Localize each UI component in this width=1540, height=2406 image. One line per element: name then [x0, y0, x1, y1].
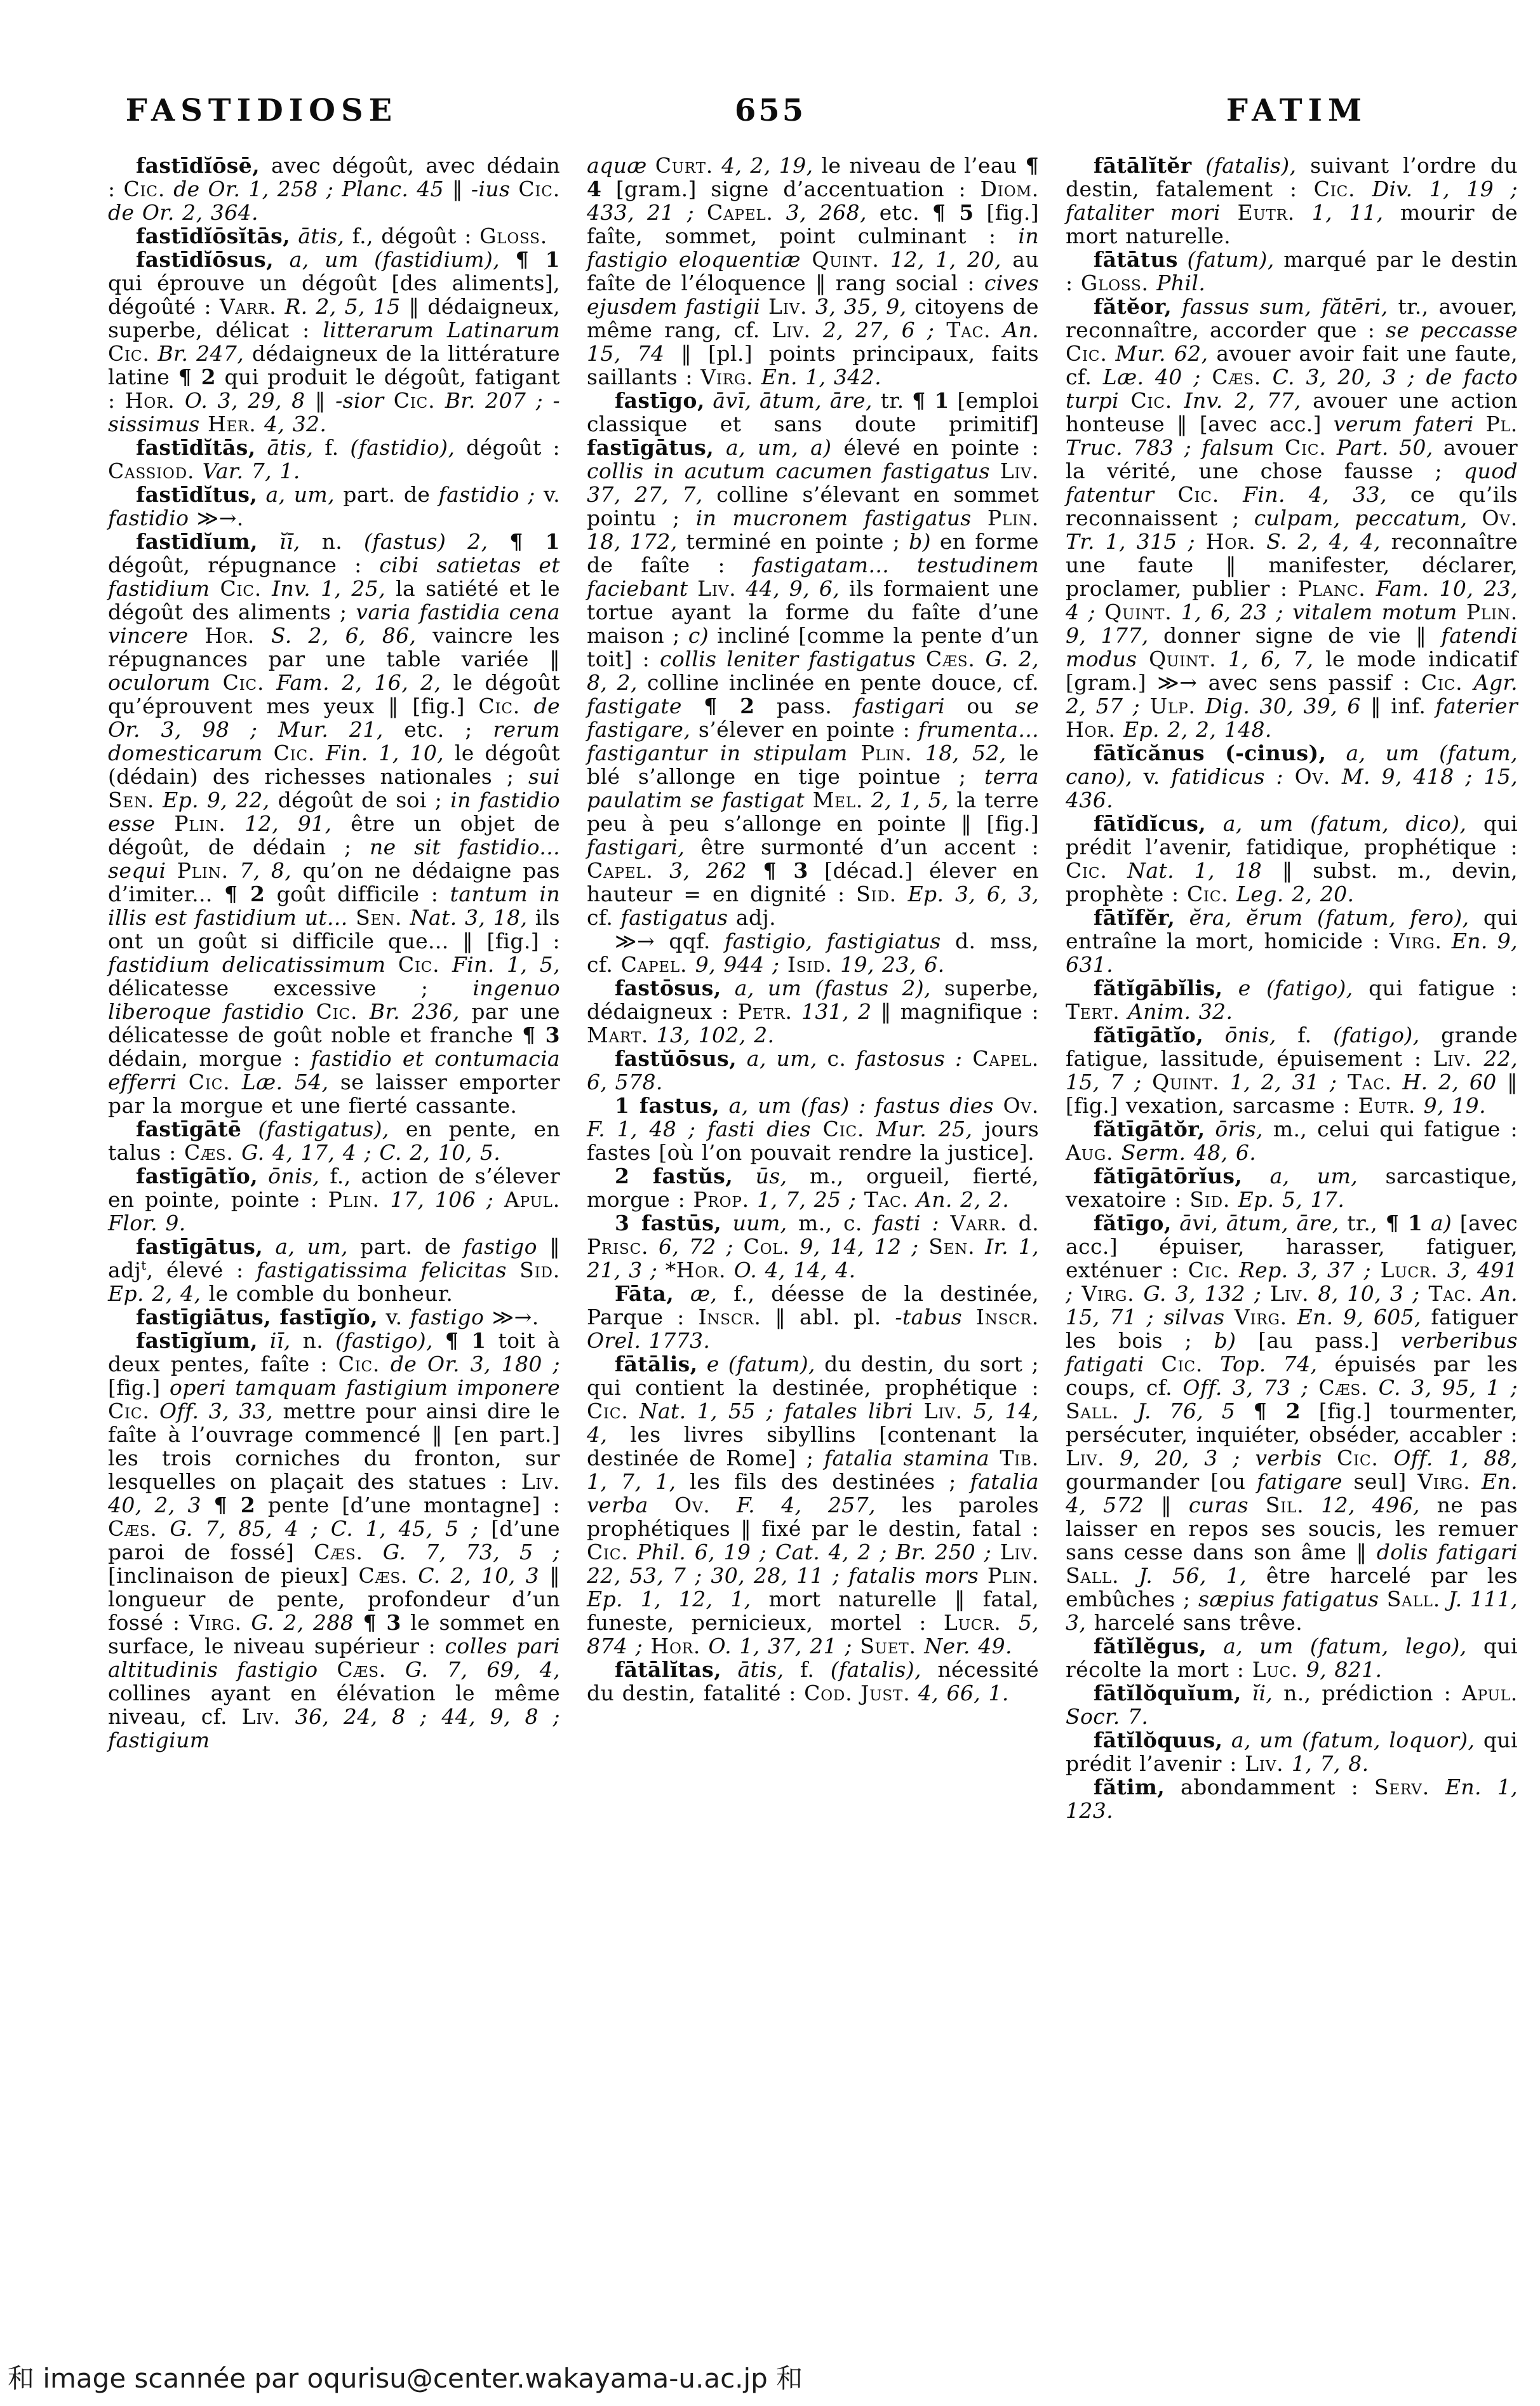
dictionary-entry: fastīdĭōsē, avec dégoût, avec dédain : Cic. de Or. 1, 258 ; Planc. 45 ‖ -ius Cic. de Or. 2, 364. — [108, 153, 560, 225]
dictionary-entry: fātĭfĕr, ĕra, ĕrum (fatum, fero), qui entraîne la mort, homicide : Virg. En. 9, 631. — [1066, 905, 1518, 977]
dictionary-entry: fastīdĭōsĭtās, ātis, f., dégoût : Gloss. — [136, 224, 548, 248]
dictionary-entry: fastīgiātus, fastīgĭo, v. fastigo ≫→. — [136, 1305, 539, 1329]
dictionary-entry: fātĭcănus (-cinus), a, um (fatum, cano), v. fatidicus : Ov. M. 9, 418 ; 15, 436. — [1066, 741, 1518, 812]
dictionary-entry: fătīgo, āvi, ātum, āre, tr., ¶ 1 a) [avec acc.] épuiser, harasser, fatiguer, exténuer : Cic. Rep. 3, 37 ; Lucr. 3, 491 ; Virg. G. 3, 132 ; Liv. 8, 10, 3 ; Tac. An. 15, 71 ; silvas Virg. En. 9, 605, fatiguer les bois ; b) [au pass.] verberibus fatigati Cic. Top. 74, épuisés par les coups, cf. Off. 3, 73 ; Cæs. C. 3, 95, 1 ; Sall. J. 76, 5 ¶ 2 [fig.] tourmenter, persécuter, inquiéter, obséder, accabler : Liv. 9, 20, 3 ; verbis Cic. Off. 1, 88, gourmander [ou fatigare seul] Virg. En. 4, 572 ‖ curas Sil. 12, 496, ne pas laisser en repos ses soucis, les remuer sans cesse dans son âme ‖ dolis fatigari Sall. J. 56, 1, être harcelé par les embûches ; sæpius fatigatus Sall. J. 111, 3, harcelé sans trêve. — [1066, 1211, 1518, 1635]
dictionary-entry: fastīgĭum, iī, n. (fastigo), ¶ 1 toit à deux pentes, faîte : Cic. de Or. 3, 180 ; [fig.] operi tamquam fastigium imponere Cic. Off. 3, 33, mettre pour ainsi dire le faîte à l’ouvrage commencé ‖ [en part.] les trois corniches du fronton, sur lesquelles on plaçait des statues : Liv. 40, 2, 3 ¶ 2 pente [d’une montagne] : Cæs. G. 7, 85, 4 ; C. 1, 45, 5 ; [d’une paroi de fossé] Cæs. G. 7, 73, 5 ; [inclinaison de pieux] Cæs. C. 2, 10, 3 ‖ longueur de pente, profondeur d’un fossé : Virg. G. 2, 288 ¶ 3 le sommet en surface, le niveau supérieur : colles pari altitudinis fastigio Cæs. G. 7, 69, 4, collines ayant en élévation le même niveau, cf. Liv. 36, 24, 8 ; 44, 9, 8 ; fastigium — [108, 1328, 561, 1752]
dictionary-entry: fātātus (fatum), marqué par le destin : Gloss. Phil. — [1066, 247, 1518, 295]
dictionary-entry: fātĭlŏquĭum, ĭi, n., prédiction : Apul. Socr. 7. — [1066, 1681, 1518, 1729]
dictionary-entry: fătĭgābĭlis, e (fatigo), qui fatigue : Tert. Anim. 32. — [1066, 976, 1518, 1024]
dictionary-entry: fātālĭtas, ātis, f. (fatalis), nécessité du destin, fatalité : Cod. Just. 4, 66, 1. — [587, 1657, 1039, 1705]
dictionary-entry: 1 fastus, a, um (fas) : fastus dies Ov. F. 1, 48 ; fasti dies Cic. Mur. 25, jours fastes [où l’on pouvait rendre la justice]. — [587, 1093, 1040, 1165]
dictionary-entry: 2 fastŭs, ūs, m., orgueil, fierté, morgue : Prop. 1, 7, 25 ; Tac. An. 2, 2. — [587, 1164, 1039, 1212]
dictionary-entry: fătīgātōrĭus, a, um, sarcastique, vexatoire : Sid. Ep. 5, 17. — [1066, 1164, 1518, 1212]
dictionary-entry: fastīdĭtus, a, um, part. de fastidio ; v. fastidio ≫→. — [108, 482, 560, 530]
dictionary-entry: fastīdĭōsus, a, um (fastidium), ¶ 1 qui éprouve un dégoût [des aliments], dégoûté : Varr. R. 2, 5, 15 ‖ dédaigneux, superbe, délicat : litterarum Latinarum Cic. Br. 247, dédaigneux de la littérature latine ¶ 2 qui produit le dégoût, fatigant : Hor. O. 3, 29, 8 ‖ -sior Cic. Br. 207 ; -sissimus Her. 4, 32. — [108, 247, 561, 436]
running-head-right: FATIM — [1226, 93, 1368, 128]
dictionary-entry: fastīgo, āvī, ātum, āre, tr. ¶ 1 [emploi classique et sans doute primitif] fastīgātus, a, um, a) élevé en pointe : collis in acutum cacumen fastigatus Liv. 37, 27, 7, colline s’élevant en sommet pointu ; in mucronem fastigatus Plin. 18, 172, terminé en pointe ; b) en forme de faîte : fastigatam... testudinem faciebant Liv. 44, 9, 6, ils formaient une tortue ayant la forme du faîte d’une maison ; c) incliné [comme la pente d’un toit] : collis leniter fastigatus Cæs. G. 2, 8, 2, colline inclinée en pente douce, cf. fastigate ¶ 2 pass. fastigari ou se fastigare, s’élever en pointe : frumenta... fastigantur in stipulam Plin. 18, 52, le blé s’allonge en tige pointue ; terra paulatim se fastigat Mel. 2, 1, 5, la terre peu à peu s’allonge en pointe ‖ [fig.] fastigari, être surmonté d’un accent : Capel. 3, 262 ¶ 3 [décad.] élever en hauteur = en dignité : Sid. Ep. 3, 6, 3, cf. fastigatus adj. — [587, 388, 1040, 930]
scan-watermark: 和 image scannée par oqurisu@center.wakayama-u.ac.jp 和 — [8, 2363, 803, 2394]
dictionary-entry: fastīgātus, a, um, part. de fastigo ‖ adj$^t$, élevé : fastigatissima felicitas Sid. Ep. 2, 4, le comble du bonheur. — [108, 1234, 561, 1306]
dictionary-entry: fātĭlŏquus, a, um (fatum, loquor), qui prédit l’avenir : Liv. 1, 7, 8. — [1066, 1728, 1518, 1776]
column-1 — [108, 154, 560, 1822]
column-3 — [1066, 154, 1518, 1822]
dictionary-entry: fastŭōsus, a, um, c. fastosus : Capel. 6, 578. — [587, 1046, 1040, 1094]
dictionary-entry: ≫→ qqf. fastigio, fastigiatus d. mss, cf. Capel. 9, 944 ; Isid. 19, 23, 6. — [587, 929, 1039, 977]
dictionary-entry: fātālis, e (fatum), du destin, du sort ; qui contient la destinée, prophétique : Cic. Nat. 1, 55 ; fatales libri Liv. 5, 14, 4, les livres sibyllins [contenant la destinée de Rome] ; fatalia stamina Tib. 1, 7, 1, les fils des destinées ; fatalia verba Ov. F. 4, 257, les paroles prophétiques ‖ fixé par le destin, fatal : Cic. Phil. 6, 19 ; Cat. 4, 2 ; Br. 250 ; Liv. 22, 53, 7 ; 30, 28, 11 ; fatalis mors Plin. Ep. 1, 12, 1, mort naturelle ‖ fatal, funeste, pernicieux, mortel : Lucr. 5, 874 ; Hor. O. 1, 37, 21 ; Suet. Ner. 49. — [587, 1352, 1040, 1658]
dictionary-entry: 3 fastūs, uum, m., c. fasti : Varr. d. Prisc. 6, 72 ; Col. 9, 14, 12 ; Sen. Ir. 1, 21, 3 ; *Hor. O. 4, 14, 4. — [587, 1211, 1040, 1282]
dictionary-entry: fătĕor, fassus sum, fătēri, tr., avouer, reconnaître, accorder que : se peccasse Cic. Mur. 62, avouer avoir fait une faute, cf. Læ. 40 ; Cæs. C. 3, 20, 3 ; de facto turpi Cic. Inv. 2, 77, avouer une action honteuse ‖ [avec acc.] verum fateri Pl. Truc. 783 ; falsum Cic. Part. 50, avouer la vérité, une chose fausse ; quod fatentur Cic. Fin. 4, 33, ce qu’ils reconnaissent ; culpam, peccatum, Ov. Tr. 1, 315 ; Hor. S. 2, 4, 4, reconnaître une faute ‖ manifester, déclarer, proclamer, publier : Planc. Fam. 10, 23, 4 ; Quint. 1, 6, 23 ; vitalem motum Plin. 9, 177, donner signe de vie ‖ fatendi modus Quint. 1, 6, 7, le mode indicatif [gram.] ≫→ avec sens passif : Cic. Agr. 2, 57 ; Ulp. Dig. 30, 39, 6 ‖ inf. faterier Hor. Ep. 2, 2, 148. — [1066, 294, 1518, 742]
dictionary-entry: fătīgātĭo, ōnis, f. (fatigo), grande fatigue, lassitude, épuisement : Liv. 22, 15, 7 ; Quint. 1, 2, 31 ; Tac. H. 2, 60 ‖ [fig.] vexation, sarcasme : Eutr. 9, 19. — [1066, 1023, 1518, 1118]
dictionary-entry: fastīgātē (fastigatus), en pente, en talus : Cæs. G. 4, 17, 4 ; C. 2, 10, 5. — [108, 1117, 560, 1165]
dictionary-entry: aquæ Curt. 4, 2, 19, le niveau de l’eau ¶ 4 [gram.] signe d’accentuation : Diom. 433, 21 ; Capel. 3, 268, etc. ¶ 5 [fig.] faîte, sommet, point culminant : in fastigio eloquentiæ Quint. 12, 1, 20, au faîte de l’éloquence ‖ rang social : cives ejusdem fastigii Liv. 3, 35, 9, citoyens de même rang, cf. Liv. 2, 27, 6 ; Tac. An. 15, 74 ‖ [pl.] points principaux, faits saillants : Virg. En. 1, 342. — [587, 153, 1040, 389]
running-head-left: FASTIDIOSE — [125, 93, 398, 128]
column-2 — [587, 154, 1039, 1822]
dictionary-entry: fătĭlĕgus, a, um (fatum, lego), qui récolte la mort : Luc. 9, 821. — [1066, 1634, 1518, 1682]
text-columns — [108, 154, 1518, 1822]
dictionary-entry: Fāta, æ, f., déesse de la destinée, Parque : Inscr. ‖ abl. pl. -tabus Inscr. Orel. 1773. — [587, 1281, 1040, 1353]
dictionary-entry: fātĭdĭcus, a, um (fatum, dico), qui prédit l’avenir, fatidique, prophétique : Cic. Nat. 1, 18 ‖ subst. m., devin, prophète : Cic. Leg. 2, 20. — [1066, 811, 1518, 906]
dictionary-entry: fastōsus, a, um (fastus 2), superbe, dédaigneux : Petr. 131, 2 ‖ magnifique : Mart. 13, 102, 2. — [587, 976, 1039, 1047]
dictionary-entry: fătīgātŏr, ōris, m., celui qui fatigue : Aug. Serm. 48, 6. — [1066, 1117, 1518, 1165]
page-number: 655 — [734, 93, 807, 128]
dictionary-entry: fastīgātĭo, ōnis, f., action de s’élever en pointe, pointe : Plin. 17, 106 ; Apul. Flor. 9. — [108, 1164, 561, 1235]
dictionary-entry: fătim, abondamment : Serv. En. 1, 123. — [1066, 1775, 1518, 1823]
dictionary-entry: fātālĭtĕr (fatalis), suivant l’ordre du destin, fatalement : Cic. Div. 1, 19 ; fataliter mori Eutr. 1, 11, mourir de mort naturelle. — [1066, 153, 1518, 248]
dictionary-entry: fastīdĭtās, ātis, f. (fastidio), dégoût : Cassiod. Var. 7, 1. — [108, 435, 561, 483]
dictionary-entry: fastīdĭum, ĭī, n. (fastus) 2, ¶ 1 dégoût, répugnance : cibi satietas et fastidium Cic. Inv. 1, 25, la satiété et le dégoût des aliments ; varia fastidia cena vincere Hor. S. 2, 6, 86, vaincre les répugnances par une table variée ‖ oculorum Cic. Fam. 2, 16, 2, le dégoût qu’éprouvent mes yeux ‖ [fig.] Cic. de Or. 3, 98 ; Mur. 21, etc. ; rerum domesticarum Cic. Fin. 1, 10, le dégoût (dédain) des richesses nationales ; sui Sen. Ep. 9, 22, dégoût de soi ; in fastidio esse Plin. 12, 91, être un objet de dégoût, de dédain ; ne sit fastidio... sequi Plin. 7, 8, qu’on ne dédaigne pas d’imiter... ¶ 2 goût difficile : tantum in illis est fastidium ut... Sen. Nat. 3, 18, ils ont un goût si difficile que... ‖ [fig.] : fastidium delicatissimum Cic. Fin. 1, 5, délicatesse excessive ; ingenuo liberoque fastidio Cic. Br. 236, par une délicatesse de goût noble et franche ¶ 3 dédain, morgue : fastidio et contumacia efferri Cic. Læ. 54, se laisser emporter par la morgue et une fierté cassante. — [108, 529, 561, 1118]
